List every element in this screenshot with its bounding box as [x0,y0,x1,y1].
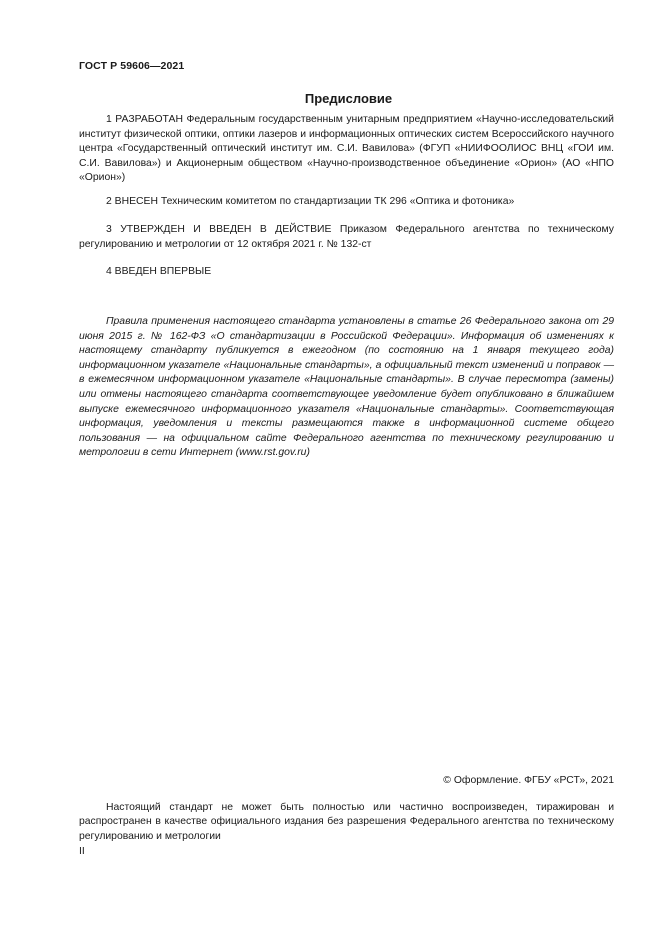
standard-id: ГОСТ Р 59606—2021 [79,60,185,72]
foreword-item-developed: 1 РАЗРАБОТАН Федеральным государственным унитарным предприятием «Научно-исследовательский институт физической оптики, оптики лазеров и информационных оптических систем Всероссийского научного центра «Государственный оптический институт им. С.И. Вавилова» (ФГУП «НИИФООЛИОС ВНЦ «ГОИ им. С.И. Вавилова») и Акционерным обществом «Научно-производственное объединение «Орион» (АО «НПО «Орион») [79,114,614,184]
foreword-item-approved: 3 УТВЕРЖДЕН И ВВЕДЕН В ДЕЙСТВИЕ Приказом Федерального агентства по техническому регулированию и метрологии от 12 октября 2021 г. № 132-ст [79,224,614,250]
foreword-item-submitted: 2 ВНЕСЕН Техническим комитетом по стандартизации ТК 296 «Оптика и фотоника» [106,196,515,207]
reproduction-notice: Настоящий стандарт не может быть полностью или частично воспроизведен, тиражирован и распространен в качестве официального издания без разрешения Федерального агентства по техническому регулированию и метрологии [79,802,614,842]
application-rules-notice: Правила применения настоящего стандарта установлены в статье 26 Федерального закона от 29 июня 2015 г. № 162-ФЗ «О стандартизации в Российской Федерации». Информация об изменениях к настоящему стандарту публикуется в ежегодном (по состоянию на 1 января текущего года) информационном указателе «Национальные стандарты», а официальный текст изменений и поправок — в ежемесячном информационном указателе «Национальные стандарты». В случае пересмотра (замены) или отмены настоящего стандарта соответствующее уведомление будет опубликовано в ближайшем выпуске ежемесячного информационного указателя «Национальные стандарты». Соответствующая информация, уведомления и тексты размещаются также в информационной системе общего пользования — на официальном сайте Федерального агентства по техническому регулированию и метрологии в сети Интернет (www.rst.gov.ru) [79,316,614,459]
page-number: II [79,846,85,857]
section-title: Предисловие [304,91,393,106]
copyright-line: © Оформление. ФГБУ «РСТ», 2021 [443,775,614,786]
foreword-item-first-introduced: 4 ВВЕДЕН ВПЕРВЫЕ [106,266,212,277]
